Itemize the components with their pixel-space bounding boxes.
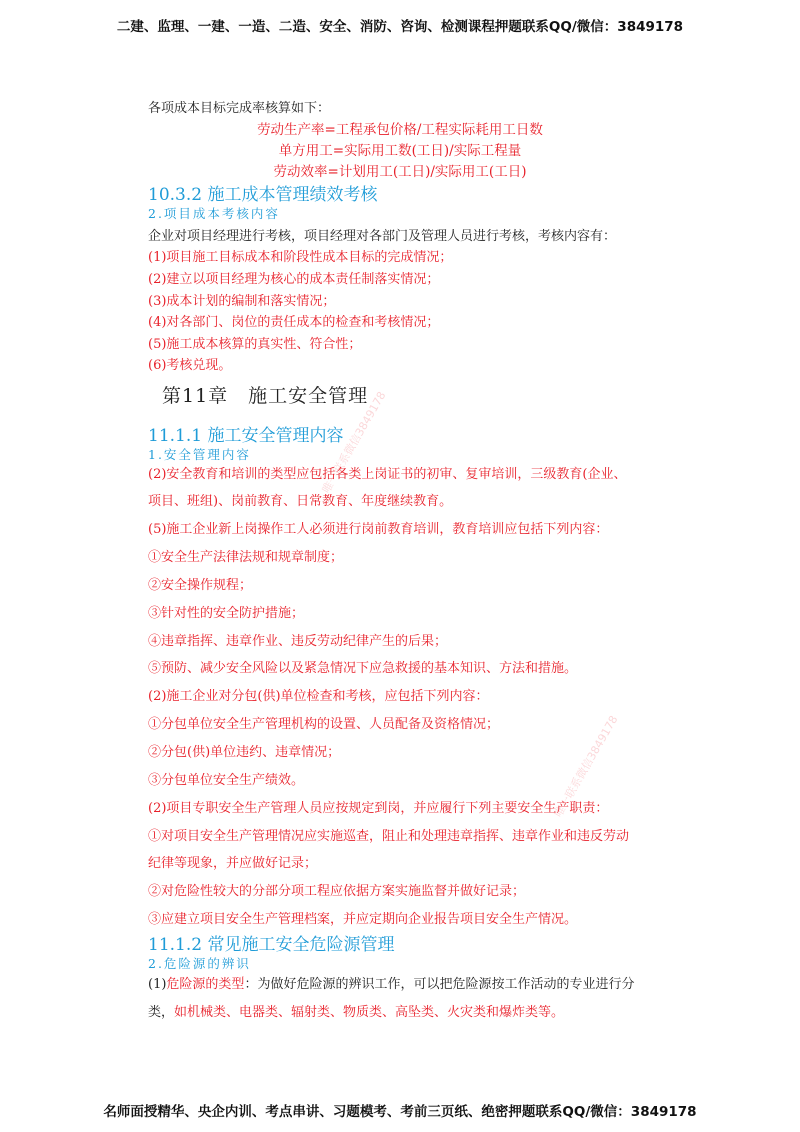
training-item-4: ④违章指挥、违章作业、违反劳动纪律产生的后果； xyxy=(148,634,448,649)
subcontractor-item-2: ②分包(供)单位违约、违章情况； xyxy=(148,745,341,760)
page-footer: 名师面授精华、央企内训、考点串讲、习题模考、考前三页纸、绝密押题联系QQ/微信：3849178 xyxy=(103,1104,697,1120)
watermark-2: 唯一联系微信3849178 xyxy=(551,713,621,820)
assess-item-6: (6)考核兑现。 xyxy=(148,358,232,373)
training-item-2: ②安全操作规程； xyxy=(148,578,253,593)
assess-item-4: (4)对各部门、岗位的责任成本的检查和考核情况； xyxy=(148,315,440,330)
education-para-line2: 项目、班组)、岗前教育、日常教育、年度继续教育。 xyxy=(148,494,453,509)
section-11-1-1-title: 11.1.1 施工安全管理内容 xyxy=(148,426,344,446)
hazard-type-para-line1 xyxy=(148,973,634,992)
section-10-3-2-subtitle: 2.项目成本考核内容 xyxy=(148,206,280,221)
training-item-5: ⑤预防、减少安全风险以及紧急情况下应急救援的基本知识、方法和措施。 xyxy=(148,661,578,676)
hazard-type-label: 危险源的类型 xyxy=(166,977,245,992)
section-11-1-2-subtitle: 2.危险源的辨识 xyxy=(148,956,251,971)
formula-labor-productivity: 劳动生产率=工程承包价格/工程实际耗用工日数 xyxy=(257,122,543,138)
education-para-line1: (2)安全教育和培训的类型应包括各类上岗证书的初审、复审培训，三级教育(企业、 xyxy=(148,467,627,482)
new-worker-training-para: (5)施工企业新上岗操作工人必须进行岗前教育培训，教育培训应包括下列内容： xyxy=(148,522,609,537)
hazard-type-para-line2 xyxy=(148,1001,564,1020)
training-item-1: ①安全生产法律法规和规章制度； xyxy=(148,550,344,565)
hazard-class-list: 如机械类、电器类、辐射类、物质类、高坠类、火灾类和爆炸类等。 xyxy=(174,1005,565,1020)
cost-intro: 各项成本目标完成率核算如下： xyxy=(148,101,331,116)
section-11-1-1-subtitle: 1.安全管理内容 xyxy=(148,447,251,462)
duty-item-3: ③应建立项目安全生产管理档案，并应定期向企业报告项目安全生产情况。 xyxy=(148,912,578,927)
formula-labor-efficiency: 劳动效率=计划用工(工日)/实际用工(工日) xyxy=(273,164,527,180)
assess-item-2: (2)建立以项目经理为核心的成本责任制落实情况； xyxy=(148,272,440,287)
safety-staff-duty-para: (2)项目专职安全生产管理人员应按规定到岗，并应履行下列主要安全生产职责： xyxy=(148,801,609,816)
hazard-type-text: ：为做好危险源的辨识工作，可以把危险源按工作活动的专业进行分 xyxy=(244,977,635,992)
training-item-3: ③针对性的安全防护措施； xyxy=(148,606,305,621)
section-11-1-2-title: 11.1.2 常见施工安全危险源管理 xyxy=(148,935,395,955)
subcontractor-item-3: ③分包单位安全生产绩效。 xyxy=(148,773,305,788)
section-10-3-2-title: 10.3.2 施工成本管理绩效考核 xyxy=(148,185,378,205)
section-10-3-2-intro: 企业对项目经理进行考核，项目经理对各部门及管理人员进行考核，考核内容有： xyxy=(148,229,617,244)
formula-unit-labor: 单方用工=实际用工数(工日)/实际工程量 xyxy=(278,143,522,159)
assess-item-5: (5)施工成本核算的真实性、符合性； xyxy=(148,337,362,352)
page-header: 二建、监理、一建、一造、二造、安全、消防、咨询、检测课程押题联系QQ/微信：3849178 xyxy=(116,19,684,35)
assess-item-3: (3)成本计划的编制和落实情况； xyxy=(148,294,336,309)
subcontractor-check-para: (2)施工企业对分包(供)单位检查和考核，应包括下列内容： xyxy=(148,689,489,704)
subcontractor-item-1: ①分包单位安全生产管理机构的设置、人员配备及资格情况； xyxy=(148,717,500,732)
hazard-class-prefix: 类， xyxy=(148,1005,175,1020)
chapter-title: 第11章 施工安全管理 xyxy=(162,385,369,407)
watermark-1: 唯一联系微信3849178 xyxy=(319,389,389,496)
assess-item-1: (1)项目施工目标成本和阶段性成本目标的完成情况； xyxy=(148,250,453,265)
duty-item-1-line2: 纪律等现象，并应做好记录； xyxy=(148,856,318,871)
hazard-type-prefix: (1) xyxy=(148,977,167,992)
duty-item-2: ②对危险性较大的分部分项工程应依据方案实施监督并做好记录； xyxy=(148,884,526,899)
duty-item-1-line1: ①对项目安全生产管理情况应实施巡查，阻止和处理违章指挥、违章作业和违反劳动 xyxy=(148,829,630,844)
